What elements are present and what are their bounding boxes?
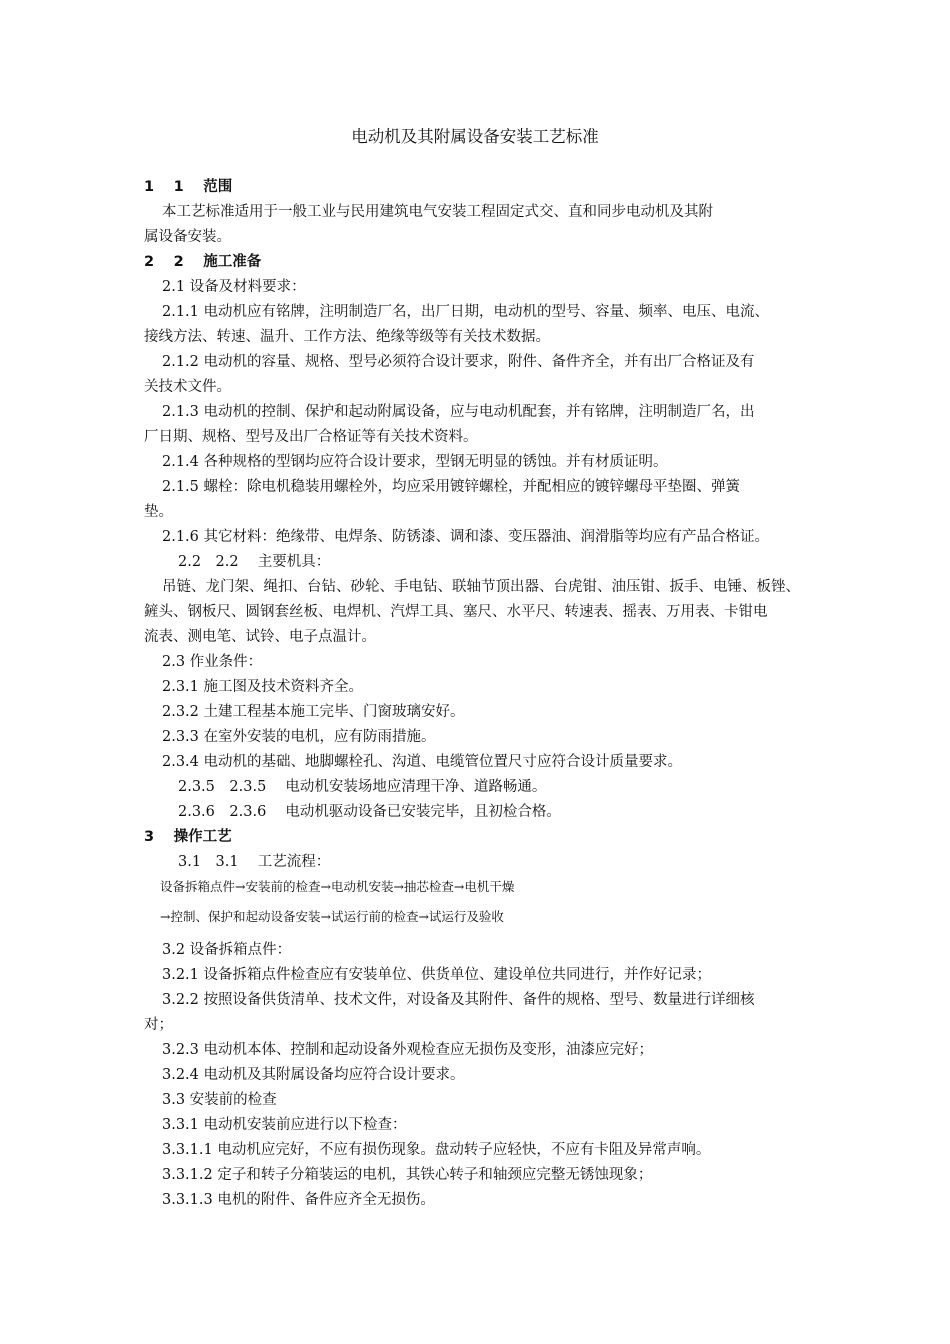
section-2-heading: 2 2 施工准备 <box>144 254 262 270</box>
paragraph-line: 垫。 <box>144 504 173 520</box>
paragraph-line: 3.2.2 按照设备供货清单、技术文件，对设备及其附件、备件的规格、型号、数量进行详细核 <box>162 992 755 1008</box>
paragraph-line: 属设备安装。 <box>144 229 231 245</box>
paragraph-line: 3.2.3 电动机本体、控制和起动设备外观检查应无损伤及变形，油漆应完好； <box>162 1042 654 1058</box>
paragraph-line: 3.2.4 电动机及其附属设备均应符合设计要求。 <box>162 1067 465 1083</box>
paragraph-line: 3.3.1.1 电动机应完好，不应有损伤现象。盘动转子应轻快，不应有卡阻及异常声响。 <box>162 1142 711 1158</box>
paragraph-line: 吊链、龙门架、绳扣、台钻、砂轮、手电钻、联轴节顶出器、台虎钳、油压钳、扳手、电锤、板锉、 <box>162 579 800 595</box>
process-flow-line: →控制、保护和起动设备安装→试运行前的检查→试运行及验收 <box>160 909 504 924</box>
paragraph-line: 2.3.4 电动机的基础、地脚螺栓孔、沟道、电缆管位置尺寸应符合设计质量要求。 <box>162 754 683 770</box>
paragraph-line: 2.3.1 施工图及技术资料齐全。 <box>162 679 364 695</box>
paragraph-line: 3.3.1.2 定子和转子分箱装运的电机，其铁心转子和轴颈应完整无锈蚀现象； <box>162 1167 653 1183</box>
paragraph-line: 2.3.6 2.3.6 电动机驱动设备已安装完毕，且初检合格。 <box>178 804 561 820</box>
paragraph-line: 流表、测电笔、试铃、电子点温计。 <box>144 629 376 645</box>
section-3-heading: 3 操作工艺 <box>144 829 232 845</box>
paragraph-line: 3.2.1 设备拆箱点件检查应有安装单位、供货单位、建设单位共同进行，并作好记录； <box>162 967 712 983</box>
paragraph-line: 2.3.2 土建工程基本施工完毕、门窗玻璃安好。 <box>162 704 465 720</box>
paragraph-line: 2.1.2 电动机的容量、规格、型号必须符合设计要求，附件、备件齐全，并有出厂合格证及有 <box>162 354 755 370</box>
subsection-heading: 3.2 设备拆箱点件： <box>162 942 292 958</box>
paragraph-line: 本工艺标准适用于一般工业与民用建筑电气安装工程固定式交、直和同步电动机及其附 <box>162 204 713 220</box>
paragraph-line: 2.3.3 在室外安装的电机，应有防雨措施。 <box>162 729 436 745</box>
paragraph-line: 2.1.4 各种规格的型钢均应符合设计要求，型钢无明显的锈蚀。并有材质证明。 <box>162 454 668 470</box>
paragraph-line: 3.3.1 电动机安装前应进行以下检查： <box>162 1117 407 1133</box>
paragraph-line: 3.3.1.3 电机的附件、备件应齐全无损伤。 <box>162 1192 435 1208</box>
paragraph-line: 2.1.6 其它材料：绝缘带、电焊条、防锈漆、调和漆、变压器油、润滑脂等均应有产品合格证。 <box>162 529 769 545</box>
paragraph-line: 2.1.1 电动机应有铭牌，注明制造厂名，出厂日期，电动机的型号、容量、频率、电压、电流、 <box>162 304 769 320</box>
paragraph-line: 接线方法、转速、温升、工作方法、绝缘等级等有关技术数据。 <box>144 329 550 345</box>
paragraph-line: 鏟头、钢板尺、圆钢套丝板、电焊机、汽焊工具、塞尺、水平尺、转速表、摇表、万用表、卡钳电 <box>144 604 768 620</box>
subsection-heading: 2.1 设备及材料要求： <box>162 279 306 295</box>
paragraph-line: 对； <box>144 1017 173 1033</box>
subsection-heading: 2.2 2.2 主要机具： <box>178 554 331 570</box>
subsection-heading: 3.3 安装前的检查 <box>162 1092 277 1108</box>
paragraph-line: 2.1.5 螺栓：除电机稳装用螺栓外，均应采用镀锌螺栓，并配相应的镀锌螺母平垫圈、弹簧 <box>162 479 740 495</box>
section-1-heading: 1 1 范围 <box>144 179 233 195</box>
paragraph-line: 厂日期、规格、型号及出厂合格证等有关技术资料。 <box>144 429 478 445</box>
paragraph-line: 2.1.3 电动机的控制、保护和起动附属设备，应与电动机配套，并有铭牌，注明制造厂名，出 <box>162 404 755 420</box>
subsection-heading: 3.1 3.1 工艺流程： <box>178 854 331 870</box>
paragraph-line: 关技术文件。 <box>144 379 231 395</box>
document-title: 电动机及其附属设备安装工艺标准 <box>351 127 599 146</box>
process-flow-line: 设备拆箱点件→安装前的检查→电动机安装→抽芯检查→电机干燥 <box>160 879 515 894</box>
paragraph-line: 2.3.5 2.3.5 电动机安装场地应清理干净、道路畅通。 <box>178 779 547 795</box>
subsection-heading: 2.3 作业条件： <box>162 654 263 670</box>
